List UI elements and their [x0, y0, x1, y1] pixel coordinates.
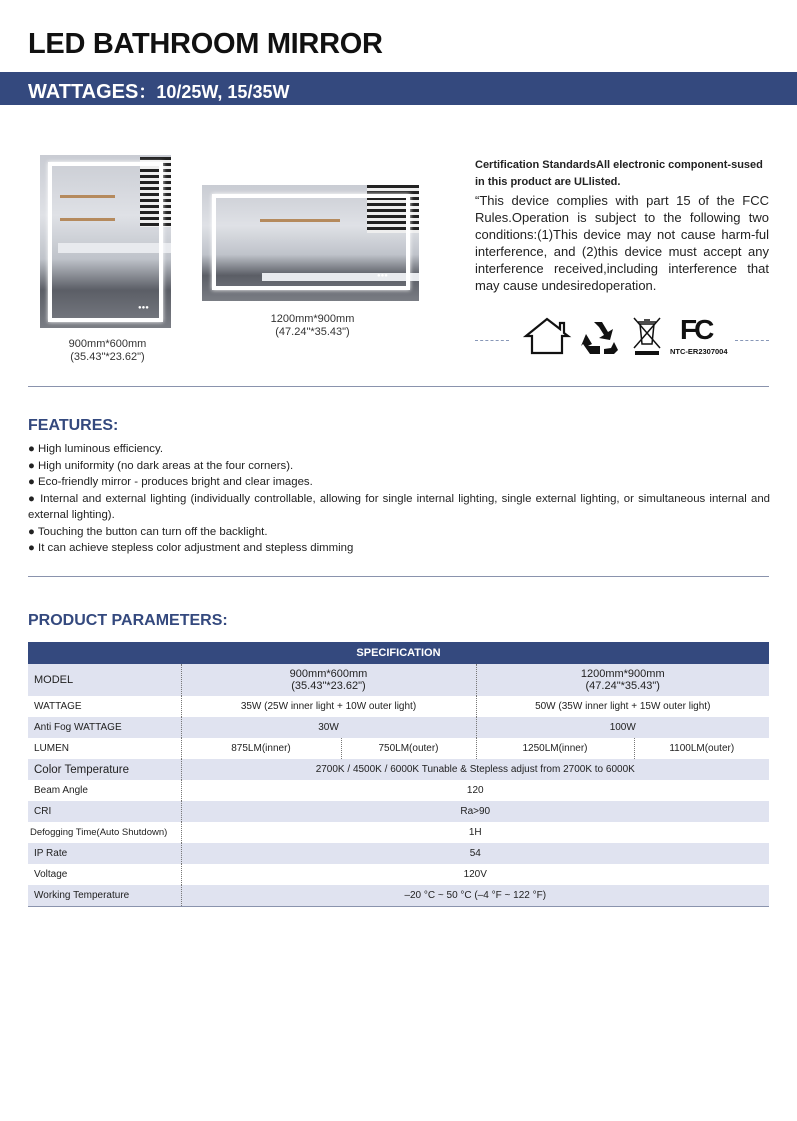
weee-bin-icon [632, 316, 662, 356]
cell: 875LM(inner) [181, 738, 341, 759]
specification-table [28, 642, 769, 907]
table-row [28, 864, 769, 885]
row-label: CRI [28, 801, 181, 822]
mirror-small-caption [40, 338, 175, 364]
model-a: 900mm*600mm (35.43"*23.62") [181, 664, 476, 696]
feature-item: ● High uniformity (no dark areas at the four corners). [28, 459, 294, 472]
row-label: Voltage [28, 864, 181, 885]
table-row [28, 822, 769, 843]
size-inches: (35.43"*23.62") [70, 351, 145, 363]
mirror-image-large: ●●● [202, 185, 419, 301]
table-row [28, 717, 769, 738]
cell: 54 [181, 843, 769, 864]
feature-item: ● Eco-friendly mirror - produces bright and clear images. [28, 476, 313, 488]
fcc-statement: “This device complies with part 15 of the FCC Rules.Operation is subject to the following two conditions:(1)This device may not cause harm-ful interference, and (2)this device must accept any interference received,including interference that may cause undesiredoperation. [475, 193, 769, 293]
fcc-logo-icon: FC [680, 314, 712, 345]
params-title: PRODUCT PARAMETERS: [28, 612, 228, 629]
cell: 100W [476, 717, 769, 738]
cell: 120 [181, 780, 769, 801]
cell: 50W (35W inner light + 15W outer light) [476, 696, 769, 717]
row-label: LUMEN [28, 738, 181, 759]
table-row [28, 759, 769, 780]
row-label: WATTAGE [28, 696, 181, 717]
divider [28, 576, 769, 577]
row-label: Beam Angle [28, 780, 181, 801]
size-inches: (47.24"*35.43") [275, 326, 350, 338]
row-label: Working Temperature [28, 885, 181, 906]
row-label: Anti Fog WATTAGE [28, 717, 181, 738]
dotted-divider [475, 340, 509, 341]
row-label: IP Rate [28, 843, 181, 864]
indoor-house-icon [522, 316, 572, 356]
feature-item: ● Touching the button can turn off the backlight. [28, 525, 268, 538]
table-row [28, 843, 769, 864]
cell: –20 °C ~ 50 °C (–4 °F ~ 122 °F) [181, 885, 769, 906]
divider [28, 386, 769, 387]
row-label: Color Temperature [28, 759, 181, 780]
model-b: 1200mm*900mm (47.24"*35.43") [476, 664, 769, 696]
cell: 35W (25W inner light + 10W outer light) [181, 696, 476, 717]
feature-item: ● Internal and external lighting (individually controllable, allowing for single internal lighting, single external lighting, or simultaneous internal and external lighting). [28, 492, 770, 521]
cell: Ra>90 [181, 801, 769, 822]
table-row [28, 801, 769, 822]
feature-item: ● It can achieve stepless color adjustment and stepless dimming [28, 542, 354, 554]
table-row [28, 696, 769, 717]
cell: 2700K / 4500K / 6000K Tunable & Stepless adjust from 2700K to 6000K [181, 759, 769, 780]
wattage-values: 10/25W, 15/35W [156, 82, 290, 102]
table-row [28, 664, 769, 696]
recycle-icon [580, 318, 620, 358]
feature-item: ● High luminous efficiency. [28, 443, 163, 455]
table-header: SPECIFICATION [28, 642, 769, 664]
certification-heading: Certification StandardsAll electronic component-sused in this product are ULlisted. [475, 159, 763, 188]
wattage-label: WATTAGES [28, 81, 139, 103]
size-mm: 900mm*600mm [68, 338, 147, 350]
cell: 1100LM(outer) [634, 738, 769, 759]
cell: 750LM(outer) [341, 738, 476, 759]
separator: ： [138, 82, 157, 102]
wattage-banner [0, 72, 797, 105]
page-title: LED BATHROOM MIRROR [28, 28, 383, 60]
mirror-image-small: ●●● [40, 155, 171, 328]
table-row [28, 885, 769, 906]
table-row [28, 780, 769, 801]
row-label: Defogging Time(Auto Shutdown) [28, 822, 181, 843]
fcc-code: NTC-ER2307004 [670, 347, 728, 356]
cell: 1H [181, 822, 769, 843]
features-title: FEATURES: [28, 417, 119, 434]
row-label: MODEL [28, 664, 181, 696]
cell: 30W [181, 717, 476, 738]
dotted-divider [735, 340, 769, 341]
features-list [28, 441, 770, 557]
mirror-large-caption [245, 313, 380, 339]
cell: 1250LM(inner) [476, 738, 634, 759]
size-mm: 1200mm*900mm [270, 313, 355, 325]
cell: 120V [181, 864, 769, 885]
table-row [28, 738, 769, 759]
